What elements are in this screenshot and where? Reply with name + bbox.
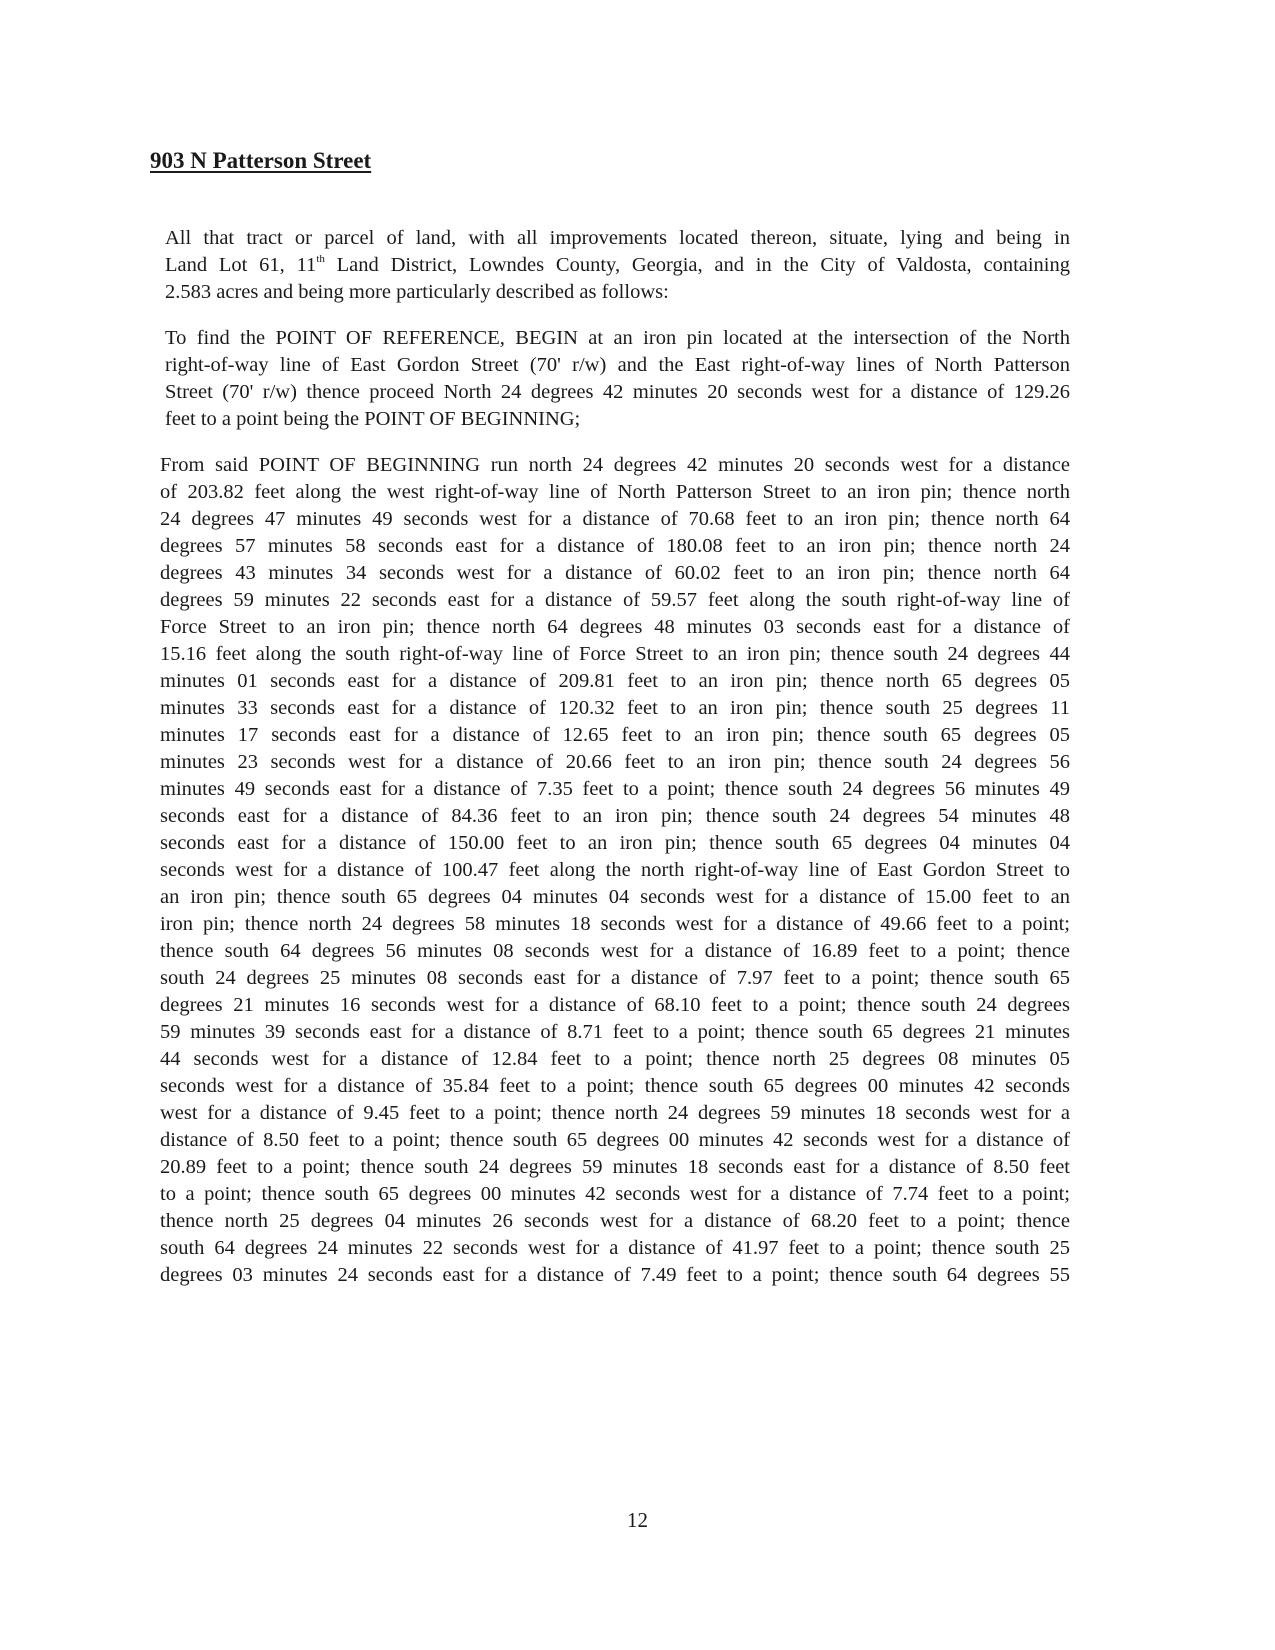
text-line: Force Street to an iron pin; thence north 64 degrees 48 minutes 03 seconds east for a distance of	[160, 616, 1070, 638]
text-line: degrees 21 minutes 16 seconds west for a distance of 68.10 feet to a point; thence south 24 degrees	[160, 994, 1070, 1016]
text-line: minutes 49 seconds east for a distance of 7.35 feet to a point; thence south 24 degrees 56 minutes 49	[160, 778, 1070, 800]
text-line: feet to a point being the POINT OF BEGINNING;	[165, 408, 581, 430]
tract-intro-paragraph	[165, 225, 1070, 306]
text-line: 15.16 feet along the south right-of-way line of Force Street to an iron pin; thence south 24 degrees 44	[160, 643, 1070, 665]
text-line: right-of-way line of East Gordon Street (70' r/w) and the East right-of-way lines of North Patterson	[165, 354, 1070, 376]
text-line: minutes 17 seconds east for a distance of 12.65 feet to an iron pin; thence south 65 degrees 05	[160, 724, 1070, 746]
text-line: degrees 03 minutes 24 seconds east for a distance of 7.49 feet to a point; thence south 64 degrees 55	[160, 1264, 1070, 1286]
text-line: minutes 23 seconds west for a distance of 20.66 feet to an iron pin; thence south 24 degrees 56	[160, 751, 1070, 773]
text-line: south 24 degrees 25 minutes 08 seconds east for a distance of 7.97 feet to a point; thence south 65	[160, 967, 1070, 989]
ordinal-suffix: th	[316, 253, 325, 265]
text-line: degrees 59 minutes 22 seconds east for a distance of 59.57 feet along the south right-of-way line of	[160, 589, 1070, 611]
text-line: seconds west for a distance of 100.47 feet along the north right-of-way line of East Gordon Street to	[160, 859, 1070, 881]
text-line: to a point; thence south 65 degrees 00 minutes 42 seconds west for a distance of 7.74 feet to a point;	[160, 1183, 1070, 1205]
section-heading: 903 N Patterson Street	[150, 148, 372, 173]
text-line: of 203.82 feet along the west right-of-way line of North Patterson Street to an iron pin; thence north	[160, 481, 1070, 503]
text-line: seconds east for a distance of 84.36 feet to an iron pin; thence south 24 degrees 54 minutes 48	[160, 805, 1070, 827]
text-line: 2.583 acres and being more particularly described as follows:	[165, 281, 669, 303]
metes-and-bounds-paragraph	[160, 452, 1070, 1289]
text-line: seconds east for a distance of 150.00 feet to an iron pin; thence south 65 degrees 04 minutes 04	[160, 832, 1070, 854]
page-number: 12	[627, 1508, 648, 1532]
text-line: 24 degrees 47 minutes 49 seconds west for a distance of 70.68 feet to an iron pin; thence north 64	[160, 508, 1070, 530]
text-line: thence south 64 degrees 56 minutes 08 seconds west for a distance of 16.89 feet to a point; thence	[160, 940, 1070, 962]
point-of-reference-paragraph	[165, 325, 1070, 433]
text-line: degrees 43 minutes 34 seconds west for a distance of 60.02 feet to an iron pin; thence north 64	[160, 562, 1070, 584]
text-line: distance of 8.50 feet to a point; thence south 65 degrees 00 minutes 42 seconds west for a distance of	[160, 1129, 1070, 1151]
text-line: seconds west for a distance of 35.84 feet to a point; thence south 65 degrees 00 minutes 42 seconds	[160, 1075, 1070, 1097]
text-line: All that tract or parcel of land, with all improvements located thereon, situate, lying and being in	[165, 227, 1070, 249]
text-line: an iron pin; thence south 65 degrees 04 minutes 04 seconds west for a distance of 15.00 feet to an	[160, 886, 1070, 908]
text-fragment: Land District, Lowndes County, Georgia, and in the City of Valdosta, containing	[324, 254, 1070, 276]
text-line: south 64 degrees 24 minutes 22 seconds west for a distance of 41.97 feet to a point; thence south 25	[160, 1237, 1070, 1259]
text-line: To find the POINT OF REFERENCE, BEGIN at an iron pin located at the intersection of the North	[165, 327, 1070, 349]
text-line: iron pin; thence north 24 degrees 58 minutes 18 seconds west for a distance of 49.66 feet to a point;	[160, 913, 1070, 935]
text-line: degrees 57 minutes 58 seconds east for a distance of 180.08 feet to an iron pin; thence north 24	[160, 535, 1070, 557]
text-line: minutes 33 seconds east for a distance of 120.32 feet to an iron pin; thence south 25 degrees 11	[160, 697, 1070, 719]
text-line	[165, 252, 1070, 279]
text-line: From said POINT OF BEGINNING run north 24 degrees 42 minutes 20 seconds west for a distance	[160, 454, 1070, 476]
text-line: 59 minutes 39 seconds east for a distance of 8.71 feet to a point; thence south 65 degrees 21 minutes	[160, 1021, 1070, 1043]
text-line: Street (70' r/w) thence proceed North 24 degrees 42 minutes 20 seconds west for a distance of 129.26	[165, 381, 1070, 403]
text-line: 44 seconds west for a distance of 12.84 feet to a point; thence north 25 degrees 08 minutes 05	[160, 1048, 1070, 1070]
legal-description	[160, 225, 1070, 1308]
text-line: west for a distance of 9.45 feet to a point; thence north 24 degrees 59 minutes 18 seconds west for a	[160, 1102, 1070, 1124]
text-line: minutes 01 seconds east for a distance of 209.81 feet to an iron pin; thence north 65 degrees 05	[160, 670, 1070, 692]
text-line: 20.89 feet to a point; thence south 24 degrees 59 minutes 18 seconds east for a distance of 8.50 feet	[160, 1156, 1070, 1178]
text-line: thence north 25 degrees 04 minutes 26 seconds west for a distance of 68.20 feet to a point; thence	[160, 1210, 1070, 1232]
text-fragment: Land Lot 61, 11	[165, 254, 317, 276]
